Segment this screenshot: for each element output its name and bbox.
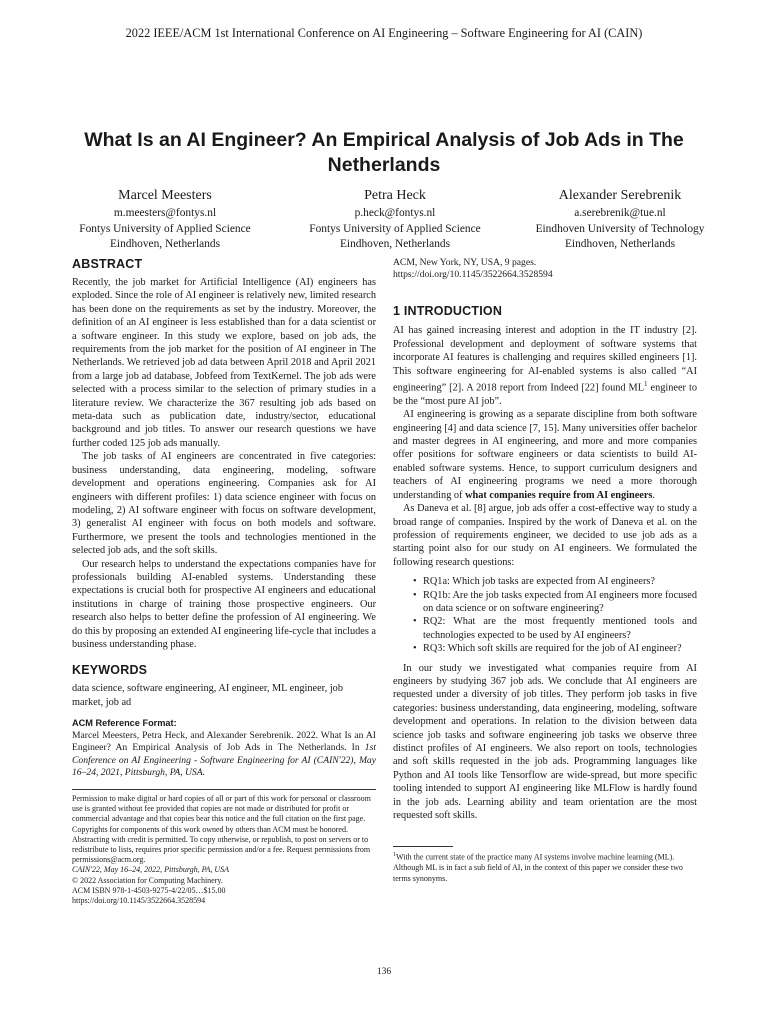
abstract-paragraph-1: Recently, the job market for Artificial Intelligence (AI) engineers has exploded. Since the role of AI engineer is relatively new, limited research has been done on the requirements as set by the industry. Moreover, the definition of an AI engineer is less established than for a data scientist or a software engineer. In this study we explore, based on job ads, the requirements from the job market for the position of AI engineer in The Netherlands. We retrieved job ad data between April 2018 and April 2021 from a large job ad database, Jobfeed from TextKernel. The job ads were selected with a process similar to the selection of primary studies in a literature review. We characterize the 367 resulting job ads based on meta-data such as publication date, industry/sector, educational background and job titles. To answer our research questions we have further coded 125 job ads manually.: [72, 277, 376, 449]
footnote: [393, 850, 697, 883]
author-2: [297, 187, 493, 253]
acm-reference-heading: ACM Reference Format:: [72, 718, 177, 729]
footnote-divider: [393, 846, 453, 847]
author-email: m.meesters@fontys.nl: [113, 207, 217, 219]
left-column: [72, 257, 376, 906]
author-1: [60, 187, 270, 253]
paper-title: What Is an AI Engineer? An Empirical Analysis of Job Ads in The Netherlands: [84, 129, 684, 176]
author-affiliation: Fontys University of Applied Science: [309, 222, 481, 235]
list-item: [393, 615, 697, 642]
author-name: Marcel Meesters: [118, 188, 212, 203]
author-3: [520, 187, 720, 253]
bullet-icon: •: [413, 616, 417, 628]
abstract-paragraph-2: The job tasks of AI engineers are concentrated in five categories: business understanding, data engineering, modeling, software development and operations engineering. Companies ask for AI engineers with different profiles: 1) data science engineer with focus on modeling, 2) AI software engineer with focus on software development, 3) generalist AI engineer with focus on both models and software. Furthermore, we present the tools and technologies mentioned in the selected job ads, and the soft skills.: [72, 451, 376, 557]
footnote-text: With the current state of the practice many AI systems involve machine learning (ML). Although ML is in fact a sub field of AI, in the context of this paper we consider these two terms synonyms.: [393, 853, 683, 883]
intro-p2-emphasis: what companies require from AI engineers: [465, 489, 653, 501]
permission-venue: [72, 865, 376, 875]
rq-text: RQ1b: Are the job tasks expected from AI engineers more focused on data science or on software engineering?: [423, 589, 697, 614]
bullet-icon: •: [413, 576, 417, 588]
list-item: [393, 575, 697, 588]
right-column: [393, 257, 697, 884]
author-location: Eindhoven, Netherlands: [564, 238, 676, 250]
abstract-paragraph-3: Our research helps to understand the expectations companies have for professionals building AI-enabled systems. Understanding these expectations is crucial both for prospective AI engineers and educational institutions in charge of training those prospective engineers. Our research also helps to better define the profession of AI engineering. We do this by proposing an extended AI engineering life-cycle that includes a business understanding phase.: [72, 558, 376, 650]
intro-p2-tail: .: [652, 489, 655, 501]
intro-p2-text: AI engineering is growing as a separate discipline from both software engineering [4] and data science [7, 15]. Many universities offer bachelor and master degrees in AI engineering, and more and more companies offer positions for software engineers or data scientists to build AI-enabled software systems. Hence, to support curriculum designers and teachers of AI engineering programs we need a more thorough understanding of: [393, 409, 697, 501]
permission-text: Permission to make digital or hard copies of all or part of this work for personal or classroom use is granted without fee provided that copies are not made or distributed for profit or commercial advantage and that copies bear this notice and the full citation on the first page. Copyrights for components of this work owned by others than ACM must be honored. Abstracting with credit is permitted. To copy otherwise, or republish, to post on servers or to redistribute to lists, requires prior specific permission and/or a fee. Request permissions from permissions@acm.org.: [72, 794, 371, 865]
permission-divider: [72, 789, 376, 790]
intro-p1-text: AI has gained increasing interest and adoption in the IT industry [2]. Professional development and deployment of software systems that incorporate AI features is challenging and requires skilled engineers [1]. This software engineering for AI-enabled systems is also called “AI engineering” [2]. A 2018 report from Indeed [22] found ML: [393, 325, 697, 394]
intro-p1-tail: engineer to be the “most pure AI job”.: [393, 382, 697, 407]
author-block: [60, 187, 720, 253]
venue-text: CAIN'22, May 16–24, 2022, Pittsburgh, PA, USA: [72, 865, 230, 875]
list-item: [393, 589, 697, 616]
research-questions-list: [393, 575, 697, 655]
rq-text: RQ3: Which soft skills are required for the job of AI engineer?: [423, 643, 682, 655]
author-email: p.heck@fontys.nl: [354, 207, 436, 219]
keywords-text: data science, software engineering, AI engineer, ML engineer, job market, job ad: [72, 683, 343, 708]
intro-paragraph-4: In our study we investigated what companies require from AI engineers by studying 367 job ads. We conclude that AI engineers are requested under a diversity of job titles. They perform job tasks in five categories: business understanding, data engineering, modeling, software development and operations. In relation to the division between data science job tasks and software engineering job tasks we observe three distinct profiles of AI engineers. We also report on tools, technologies and soft skills requested in the job ads. Programming languages like Python and AI tools like Tensorflow are wide-spread, but more specific tooling intended to support AI engineering like MLFlow is hardly found in the job ads. Learning ability and team orientation are the most requested soft skills.: [393, 662, 697, 822]
copyright-text: © 2022 Association for Computing Machinery.: [72, 875, 223, 885]
bullet-icon: •: [413, 643, 417, 655]
author-location: Eindhoven, Netherlands: [109, 238, 221, 250]
rq-text: RQ2: What are the most frequently mentioned tools and technologies expected to be used by AI engineers?: [423, 616, 697, 641]
bullet-icon: •: [413, 589, 417, 601]
list-item: [393, 642, 697, 655]
rq-text: RQ1a: Which job tasks are expected from AI engineers?: [423, 576, 655, 588]
footnote-ref: 1: [644, 380, 648, 389]
intro-paragraph-2: [393, 408, 697, 502]
author-affiliation: Eindhoven University of Technology: [535, 222, 705, 235]
keywords-heading: KEYWORDS: [72, 663, 148, 678]
author-affiliation: Fontys University of Applied Science: [79, 222, 251, 235]
isbn-text: ACM ISBN 978-1-4503-9275-4/22/05…$15.00: [72, 885, 226, 895]
author-name: Petra Heck: [364, 188, 426, 203]
abstract-heading: ABSTRACT: [72, 257, 143, 271]
intro-paragraph-3: As Daneva et al. [8] argue, job ads offer a cost-effective way to study a broad range of companies. Inspired by the work of Daneva et al. on the profession of requirements engineer, we decided to use job ads as a starting point also for our study on AI engineers. We formulated the following research questions:: [393, 503, 697, 568]
footnote-mark: 1: [393, 852, 396, 859]
acm-reference-venue: 1st Conference on AI Engineering - Software Engineering for AI (CAIN'22), May 16–24, 2021, Pittsburgh, PA, USA.: [72, 742, 376, 778]
author-name: Alexander Serebrenik: [558, 188, 682, 203]
acm-reference-text: [72, 730, 376, 779]
author-email: a.serebrenik@tue.nl: [574, 207, 666, 219]
acm-reference-body: Marcel Meesters, Petra Heck, and Alexander Serebrenik. 2022. What Is an AI Engineer? An Empirical Analysis of Job Ads in The Netherlands. In: [72, 730, 376, 754]
conference-header: 2022 IEEE/ACM 1st International Conference on AI Engineering – Software Engineering for AI (CAIN): [125, 26, 643, 40]
page-number: 136: [376, 967, 392, 977]
doi-text: https://doi.org/10.1145/3522664.3528594: [72, 896, 206, 906]
author-location: Eindhoven, Netherlands: [339, 238, 451, 250]
intro-heading: 1 INTRODUCTION: [393, 304, 503, 319]
acm-reference-tail: ACM, New York, NY, USA, 9 pages. https://doi.org/10.1145/3522664.3528594: [393, 257, 553, 281]
intro-paragraph-1: [393, 324, 697, 408]
